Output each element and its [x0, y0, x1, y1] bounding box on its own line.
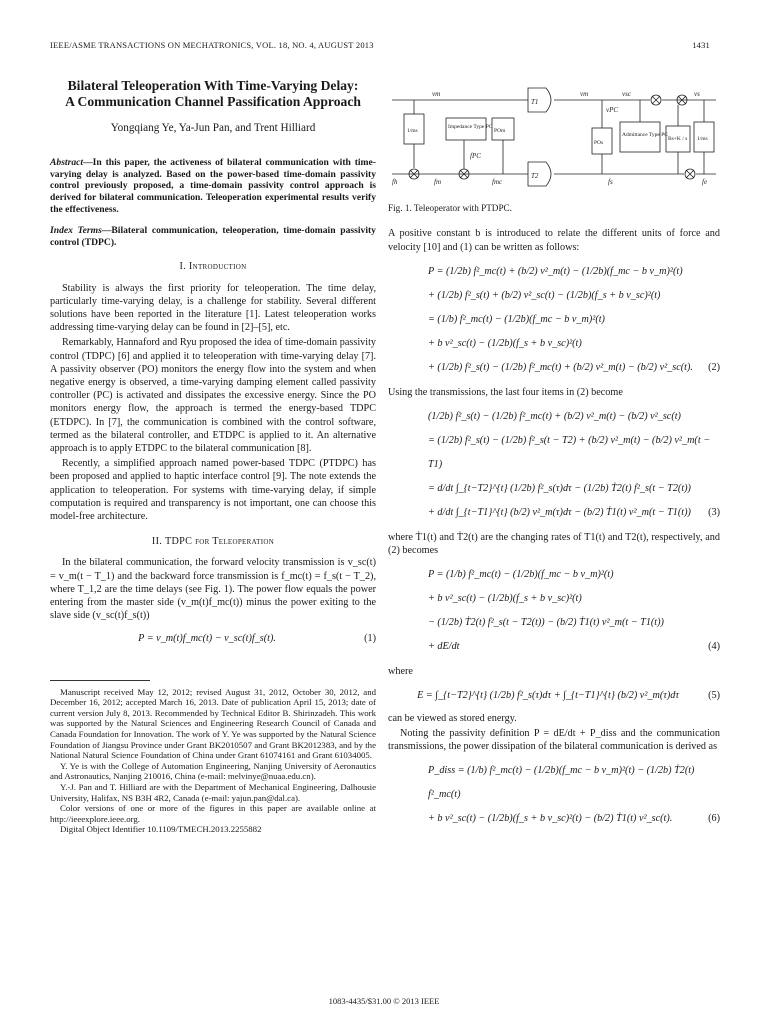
- label-mass-m: 1/ms: [407, 128, 418, 134]
- section-number: II.: [151, 536, 163, 548]
- teleoperator-diagram: [388, 78, 720, 188]
- equation-2-line: + (1/2b) f²_s(t) − (1/2b) f²_mc(t) + (b/2) v²_m(t) − (b/2) v²_sc(t).: [428, 361, 693, 373]
- section-heading-tdpc: [50, 535, 376, 548]
- right-paragraph-2: Using the transmissions, the last four items in (2) become: [388, 386, 623, 398]
- abstract: [50, 157, 376, 215]
- label-vm-2: vm: [580, 90, 589, 98]
- equation-2-number: (2): [708, 361, 720, 373]
- equation-4-line: + dE/dt: [428, 641, 460, 653]
- equation-6: [388, 759, 720, 831]
- footnotes: [50, 687, 376, 835]
- label-fmc: fmc: [492, 178, 503, 186]
- equation-1: [50, 632, 376, 645]
- equation-5: [388, 689, 720, 702]
- copyright-footer: 1083-4435/$31.00 © 2013 IEEE: [328, 996, 440, 1006]
- intro-paragraph-3: Recently, a simplified approach named power-based TDPC (PTDPC) has been proposed and applied to haptic interface control [9]. The note extends the application to teleoperation. For systems with time-varying delay, if simple computation is required and transparency is not important, one can choose this model-free architecture.: [50, 458, 376, 523]
- label-t1: T1: [531, 98, 539, 106]
- label-po-m: POm: [494, 128, 506, 134]
- footnote-color-versions: Color versions of one or more of the figures in this paper are available online at http://ieeexplore.ieee.org.: [50, 803, 376, 824]
- right-paragraph-6: Noting the passivity definition P = dE/dt + P_diss and the communication transmissions, the power dissipation of the bilateral communication is derived as: [388, 728, 720, 753]
- label-fm: fm: [434, 178, 441, 186]
- equation-3-line: = d/dt ∫_{t−T2}^{t} (1/2b) f²_s(τ)dτ − (1/2b) Ṫ2(t) f²_s(t − T2(t)): [428, 483, 691, 495]
- footnote-rule: [50, 680, 150, 681]
- equation-4: [388, 563, 720, 659]
- intro-paragraph-2: Remarkably, Hannaford and Ryu proposed the idea of time-domain passivity control (TDPC) [6] and applied it to teleoperation with time-varying delay [7]. A passivity observer (PO) monitors the energy flow into the system and when negative energy is observed, a time-varying damping element called passivity controller (PC) is activated and dissipates the excessive energy. Since the PO monitors energy flow, the approach is termed the energy-based TDPC (ETDPC). In [7], the communication is combined with the control software, termed as the bilateral controller, and ETDPC is applied to it. An alternative approach is to apply ETDPC to the bilateral communication [8].: [50, 337, 376, 454]
- abstract-text: —In this paper, the activeness of bilateral communication with time-varying delay is analyzed. Based on the power-based time-domain passivity control previously proposed, a time-domain passivity control approach is derived for bilateral communication. Teleoperation experimental results verify the effectiveness.: [50, 157, 376, 215]
- label-vm: vm: [432, 90, 441, 98]
- section-title: TDPC for Teleoperation: [164, 536, 275, 548]
- label-vpc: vPC: [606, 106, 619, 114]
- label-vsc: vsc: [622, 90, 631, 98]
- right-column: [388, 78, 720, 837]
- equation-2-line: + b v²_sc(t) − (1/2b)(f_s + b v_sc)²(t): [428, 337, 582, 349]
- right-paragraph-1: A positive constant b is introduced to relate the different units of force and velocity [10] and (1) can be written as follows:: [388, 228, 720, 253]
- right-paragraph-3: where Ṫ1(t) and Ṫ2(t) are the changing rates of T1(t) and T2(t), respectively, and (2) becomes: [388, 532, 720, 557]
- tdpc-paragraph-1: In the bilateral communication, the forward velocity transmission is v_sc(t) = v_m(t − T_1) and the backward force transmission is f_mc(t) = f_s(t − T_2), where T_1,2 are the time delays (see Fig. 1). The power flow equals the power entering from the master side (v_m(t)f_mc(t)) minus the power exiting to the slave side (v_sc(t)f_s(t)): [50, 557, 376, 622]
- footnote-affiliation-pan: Y.-J. Pan and T. Hilliard are with the Department of Mechanical Engineering, Dalhousie University, Halifax, NS B3H 4R2, Canada (e-mail: yajun.pan@dal.ca).: [50, 781, 376, 803]
- section-heading-introduction: [50, 260, 376, 273]
- equation-3-line: = (1/2b) f²_s(t) − (1/2b) f²_s(t − T2) + (b/2) v²_m(t) − (b/2) v²_m(t − T1): [428, 435, 711, 471]
- label-t2: T2: [531, 172, 539, 180]
- equation-3-line: + d/dt ∫_{t−T1}^{t} (b/2) v²_m(τ)dτ − (b/2) Ṫ1(t) v²_m(t − T1(t)): [428, 507, 691, 519]
- journal-header: IEEE/ASME TRANSACTIONS ON MECHATRONICS, VOL. 18, NO. 4, AUGUST 2013: [50, 40, 374, 50]
- equation-5-body: E = ∫_{t−T2}^{t} (1/2b) f²_s(τ)dτ + ∫_{t−T1}^{t} (b/2) v²_m(τ)dτ: [417, 689, 679, 701]
- page-number: 1431: [692, 40, 710, 50]
- equation-4-number: (4): [708, 641, 720, 653]
- equation-6-line: + b v²_sc(t) − (1/2b)(f_s + b v_sc)²(t) − (b/2) Ṫ1(t) v²_sc(t).: [428, 813, 673, 825]
- label-vs: vs: [694, 90, 700, 98]
- equation-4-line: − (1/2b) Ṫ2(t) f²_s(t − T2(t)) − (b/2) Ṫ1(t) v²_m(t − T1(t)): [428, 617, 664, 629]
- right-paragraph-5: can be viewed as stored energy.: [388, 712, 517, 724]
- left-column: [50, 78, 376, 835]
- label-po-s: POs: [594, 140, 604, 146]
- paper-title: [50, 78, 376, 110]
- index-terms-label: Index Terms: [50, 225, 102, 237]
- equation-2-line: + (1/2b) f²_s(t) + (b/2) v²_sc(t) − (1/2b)(f_s + b v_sc)²(t): [428, 289, 661, 301]
- label-impedance-pc: Impedance Type PC: [448, 124, 493, 130]
- equation-2: [388, 260, 720, 380]
- title-line-2: A Communication Channel Passification Approach: [65, 94, 361, 109]
- right-paragraph-4: where: [388, 666, 413, 678]
- equation-4-line: P = (1/b) f²_mc(t) − (1/2b)(f_mc − b v_m)²(t): [428, 569, 614, 581]
- equation-3: [388, 405, 720, 525]
- equation-1-body: P = v_m(t)f_mc(t) − v_sc(t)f_s(t).: [138, 633, 276, 645]
- label-fpc: fPC: [470, 152, 481, 160]
- equation-3-number: (3): [708, 507, 720, 519]
- intro-paragraph-1: Stability is always the first priority for teleoperation. The time delay, particularly time-varying delay, is a challenge for stability. Several different solutions have been reported in the literature [1]. Latest teleoperation works addressing time-varying delay can be found in [2]–[5], etc.: [50, 282, 376, 334]
- label-fs: fs: [608, 178, 613, 186]
- index-terms: [50, 225, 376, 248]
- label-mass-s: 1/ms: [697, 136, 708, 142]
- equation-3-line: (1/2b) f²_s(t) − (1/2b) f²_mc(t) + (b/2) v²_m(t) − (b/2) v²_sc(t): [428, 411, 681, 423]
- footnote-doi: Digital Object Identifier 10.1109/TMECH.2013.2255882: [60, 824, 262, 835]
- index-terms-text: —Bilateral communication, teleoperation, time-domain passivity control (TDPC).: [50, 225, 376, 248]
- equation-1-number: (1): [364, 633, 376, 645]
- label-bk: Bs+K / s: [668, 136, 688, 142]
- equation-2-line: = (1/b) f²_mc(t) − (1/2b)(f_mc − b v_m)²(t): [428, 313, 605, 325]
- abstract-label: Abstract: [50, 157, 84, 169]
- section-number: I.: [179, 261, 187, 273]
- label-admittance-pc: Admittance Type PC: [622, 132, 668, 138]
- equation-2-line: P = (1/2b) f²_mc(t) + (b/2) v²_m(t) − (1/2b)(f_mc − b v_m)²(t): [428, 265, 683, 277]
- equation-6-line: P_diss = (1/b) f²_mc(t) − (1/2b)(f_mc − b v_m)²(t) − (1/2b) Ṫ2(t) f²_mc(t): [428, 765, 695, 801]
- footnote-affiliation-ye: Y. Ye is with the College of Automation Engineering, Nanjing University of Aeronautics and Astronautics, Nanjing 210016, China (e-mail: melvinye@nuaa.edu.cn).: [50, 760, 376, 782]
- label-fh: fh: [392, 178, 398, 186]
- title-line-1: Bilateral Teleoperation With Time-Varying Delay:: [67, 78, 359, 93]
- section-title: Introduction: [188, 261, 247, 273]
- equation-6-number: (6): [708, 813, 720, 825]
- authors: Yongqiang Ye, Ya-Jun Pan, and Trent Hilliard: [110, 122, 316, 134]
- figure-caption: Fig. 1. Teleoperator with PTDPC.: [388, 203, 512, 214]
- equation-4-line: + b v²_sc(t) − (1/2b)(f_s + b v_sc)²(t): [428, 593, 582, 605]
- equation-5-number: (5): [708, 689, 720, 701]
- footnote-manuscript: Manuscript received May 12, 2012; revised August 31, 2012, October 30, 2012, and December 16, 2012; accepted March 16, 2013. Date of publication April 15, 2013; date of current version July 8, 2013. Recommended by Technical Editor B. Shirinzadeh. This work was supported by the Natural Sciences and Engineering Research Council of Canada and Canada Foundation for Innovation. The work of Y. Ye was supported by the Natural Science Foundation of Jiangsu Province under Grant BK2010507 and Grant BK2012383, and by the National Natural Science Foundation of China under Grant 61074161 and Grant 61034005.: [50, 686, 376, 761]
- label-fe: fe: [702, 178, 708, 186]
